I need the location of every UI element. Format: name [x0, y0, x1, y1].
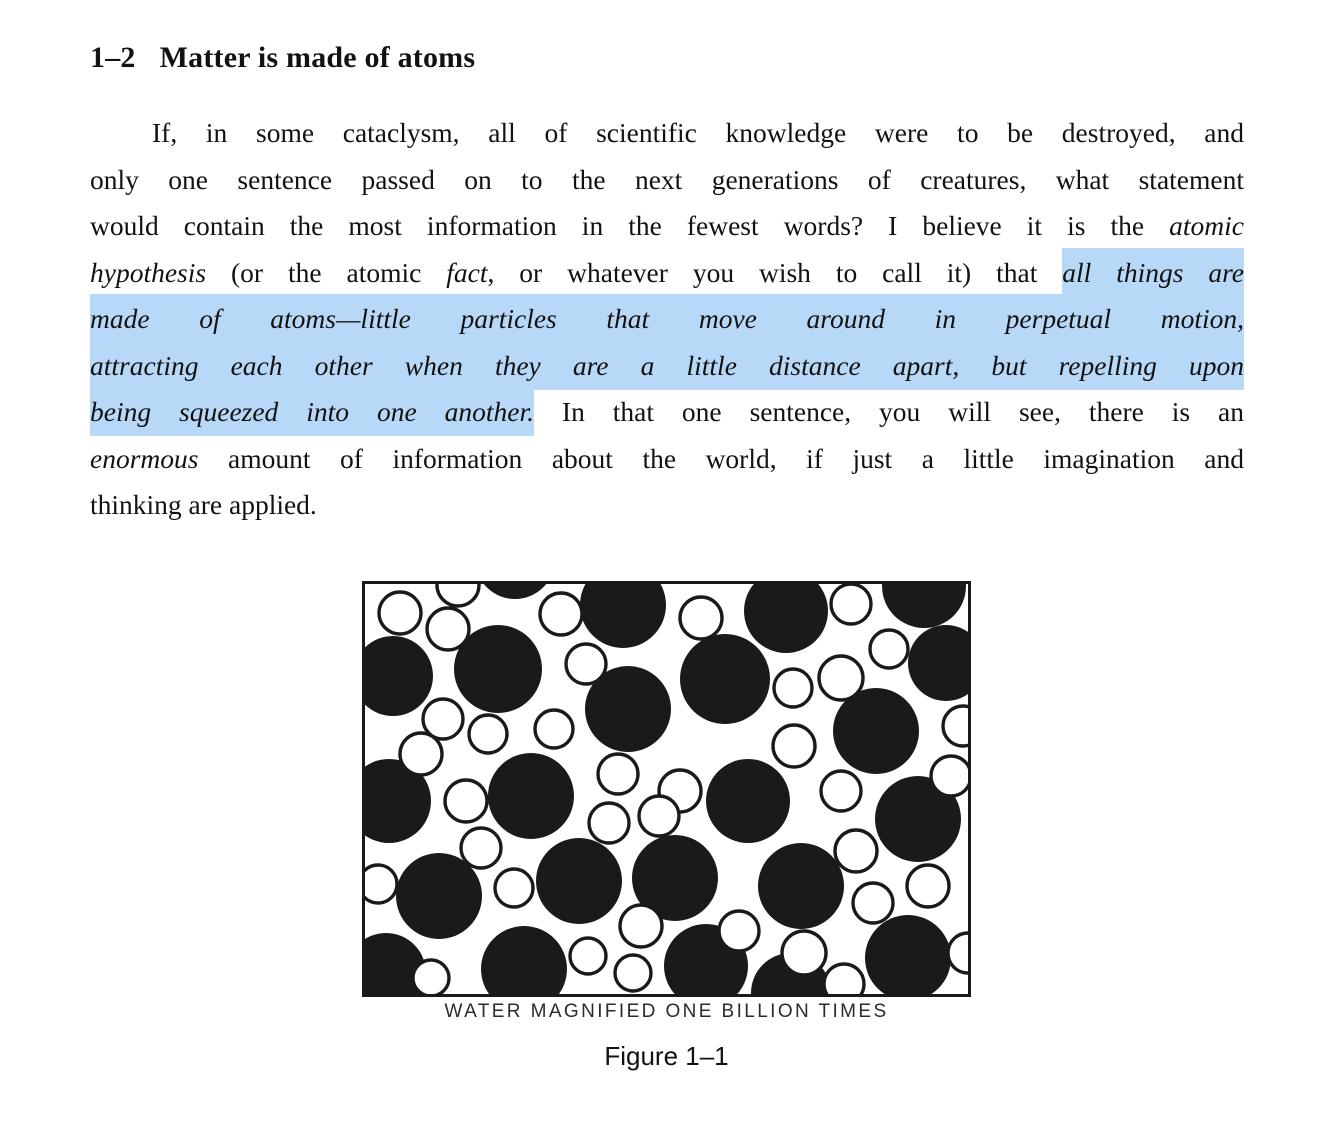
- text-run: (or the atomic: [206, 256, 447, 288]
- highlighted-text: all things are: [1062, 248, 1244, 297]
- text-run: would contain the most information in the fewest words? I believe it is the: [90, 210, 1170, 241]
- figure-frame: [362, 581, 971, 997]
- hydrogen-atom: [853, 883, 893, 923]
- hydrogen-atom: [819, 656, 863, 700]
- hydrogen-atom: [461, 828, 501, 868]
- oxygen-atom: [882, 584, 966, 628]
- highlighted-text: attracting each other when they are a little distance apart, but repelling upon: [90, 341, 1244, 390]
- oxygen-atom: [758, 843, 844, 929]
- oxygen-atom: [706, 759, 790, 843]
- hydrogen-atom: [948, 933, 968, 973]
- paragraph-line: [90, 250, 1244, 297]
- oxygen-atom: [744, 584, 828, 653]
- figure-label: Figure 1–1: [604, 1040, 729, 1071]
- text-run-italic: enormous: [90, 442, 199, 474]
- hydrogen-atom: [379, 592, 421, 634]
- paragraph-line: [90, 389, 1244, 436]
- text-run-italic: hypothesis: [90, 256, 207, 288]
- hydrogen-atom: [445, 780, 487, 822]
- oxygen-atom: [865, 915, 951, 994]
- hydrogen-atom: [835, 830, 877, 872]
- hydrogen-atom: [824, 964, 864, 994]
- hydrogen-atom: [821, 771, 861, 811]
- hydrogen-atom: [540, 593, 582, 635]
- paragraph-line: [90, 343, 1244, 390]
- text-run-italic: atomic: [1169, 210, 1244, 241]
- hydrogen-atom: [774, 669, 812, 707]
- hydrogen-atom: [427, 608, 469, 650]
- highlighted-text: made of atoms—little particles that move around in perpetual motion,: [90, 294, 1244, 343]
- figure-caption: WATER MAGNIFIED ONE BILLION TIMES: [444, 1000, 889, 1022]
- figure-1-1: [362, 581, 971, 1072]
- oxygen-atom: [536, 838, 622, 924]
- figure-canvas: [365, 584, 968, 994]
- oxygen-atom: [488, 753, 574, 839]
- hydrogen-atom: [598, 754, 638, 794]
- section-title: Matter is made of atoms: [159, 41, 476, 74]
- hydrogen-atom: [535, 710, 573, 748]
- hydrogen-atom: [943, 706, 968, 746]
- hydrogen-atom: [773, 725, 815, 767]
- text-run: In that one sentence, you will see, there is an: [533, 396, 1245, 427]
- highlighted-text: being squeezed into one another.: [90, 387, 534, 436]
- paragraph-line: [90, 157, 1244, 204]
- section-heading: [90, 38, 1326, 78]
- hydrogen-atom: [931, 756, 968, 796]
- section-number: 1–2: [90, 41, 136, 74]
- oxygen-atom: [475, 584, 555, 599]
- hydrogen-atom: [413, 960, 449, 994]
- paragraph-line: [90, 296, 1244, 343]
- text-run: If, in some cataclysm, all of scientific knowledge were to be destroyed, and: [152, 117, 1244, 148]
- hydrogen-atom: [469, 715, 507, 753]
- hydrogen-atom: [589, 803, 629, 843]
- paragraph-line: [90, 110, 1244, 157]
- hydrogen-atom: [782, 931, 826, 975]
- oxygen-atom: [680, 634, 770, 724]
- text-run: amount of information about the world, if just a little imagination and: [198, 442, 1244, 474]
- hydrogen-atom: [907, 865, 949, 907]
- paragraph-line: [90, 203, 1244, 250]
- hydrogen-atom: [620, 905, 662, 947]
- hydrogen-atom: [615, 955, 651, 991]
- hydrogen-atom: [437, 584, 479, 606]
- hydrogen-atom: [400, 733, 442, 775]
- oxygen-atom: [580, 584, 666, 648]
- paragraph-line: [90, 436, 1244, 483]
- oxygen-atom: [365, 636, 433, 716]
- hydrogen-atom: [570, 938, 606, 974]
- hydrogen-atom: [870, 630, 908, 668]
- hydrogen-atom: [719, 911, 759, 951]
- hydrogen-atom: [680, 597, 722, 639]
- hydrogen-atom: [495, 869, 533, 907]
- text-run-italic: fact: [446, 256, 488, 288]
- oxygen-atom: [908, 625, 968, 701]
- body-paragraph: [90, 110, 1244, 529]
- hydrogen-atom: [831, 584, 871, 624]
- oxygen-atom: [481, 926, 567, 994]
- hydrogen-atom: [566, 644, 606, 684]
- text-run: , or whatever you wish to call it) that: [487, 256, 1063, 288]
- hydrogen-atom: [639, 796, 679, 836]
- text-run: only one sentence passed on to the next generations of creatures, what statement: [90, 163, 1244, 195]
- text-run: thinking are applied.: [90, 489, 317, 520]
- hydrogen-atom: [365, 865, 397, 903]
- paragraph-line: [90, 482, 1244, 529]
